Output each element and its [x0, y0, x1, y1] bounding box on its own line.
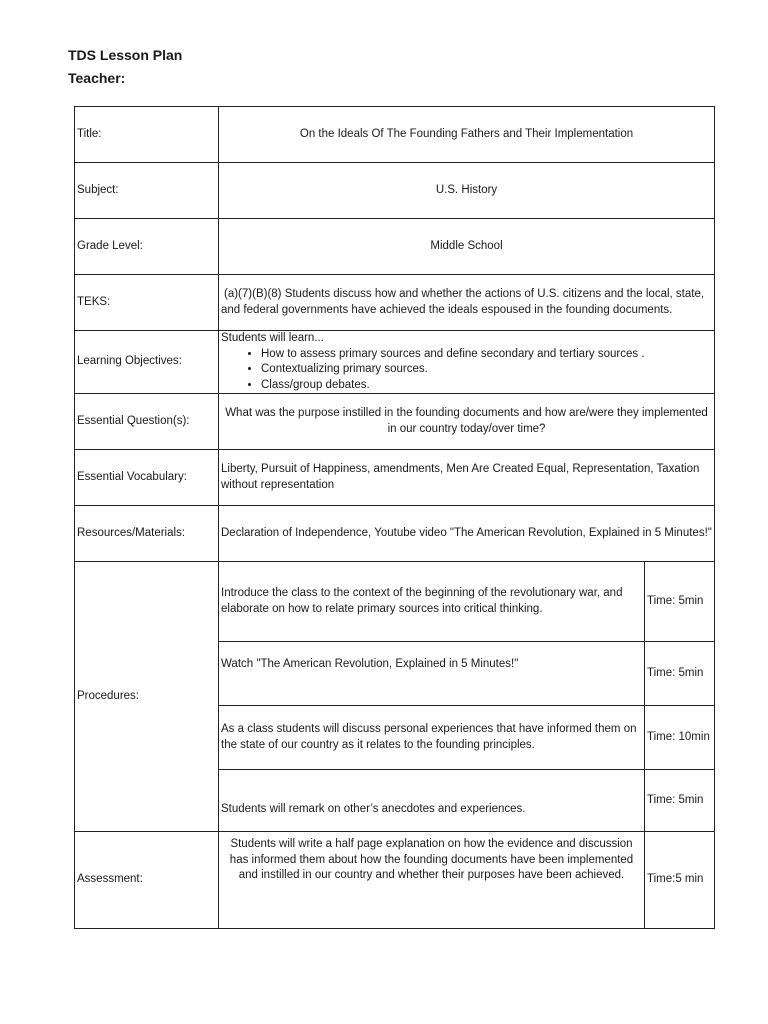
document-title: TDS Lesson Plan	[68, 47, 183, 63]
objectives-lead: Students will learn...	[221, 332, 324, 344]
question-value: What was the purpose instilled in the founding documents and how are/were they implemented in our country today/over time?	[219, 394, 715, 450]
procedure-step-time: Time: 5min	[645, 562, 715, 642]
subject-label: Subject:	[75, 163, 219, 219]
question-label: Essential Question(s):	[75, 394, 219, 450]
procedure-step-text: Students will remark on other’s anecdotes and experiences.	[219, 770, 645, 832]
grade-value: Middle School	[219, 219, 715, 275]
vocabulary-value: Liberty, Pursuit of Happiness, amendments, Men Are Created Equal, Representation, Taxation without representation	[219, 450, 715, 506]
resources-row	[75, 506, 715, 562]
teks-value: (a)(7)(B)(8) Students discuss how and whether the actions of U.S. citizens and the local, state, and federal governments have achieved the ideals espoused in the founding documents.	[219, 275, 715, 331]
teks-label: TEKS:	[75, 275, 219, 331]
procedure-step-text: As a class students will discuss personal experiences that have informed them on the state of our country as it relates to the founding principles.	[219, 706, 645, 770]
resources-value: Declaration of Independence, Youtube video "The American Revolution, Explained in 5 Minutes!"	[219, 506, 715, 562]
title-value: On the Ideals Of The Founding Fathers and Their Implementation	[219, 107, 715, 163]
lesson-plan-table	[74, 106, 715, 929]
subject-value: U.S. History	[219, 163, 715, 219]
assessment-row	[75, 832, 715, 929]
question-row	[75, 394, 715, 450]
objectives-label: Learning Objectives:	[75, 331, 219, 394]
objectives-row	[75, 331, 715, 394]
teks-row	[75, 275, 715, 331]
procedure-step-row	[75, 562, 715, 642]
resources-label: Resources/Materials:	[75, 506, 219, 562]
procedures-label: Procedures:	[75, 562, 219, 832]
grade-label: Grade Level:	[75, 219, 219, 275]
procedure-step-time: Time: 5min	[645, 642, 715, 706]
document-header	[68, 44, 182, 90]
vocabulary-row	[75, 450, 715, 506]
teacher-label: Teacher:	[68, 70, 126, 86]
assessment-time: Time:5 min	[645, 832, 715, 929]
grade-row	[75, 219, 715, 275]
procedure-step-text: Introduce the class to the context of the beginning of the revolutionary war, and elaborate on how to relate primary sources into critical thinking.	[219, 562, 645, 642]
assessment-label: Assessment:	[75, 832, 219, 929]
title-row	[75, 107, 715, 163]
objectives-list	[221, 347, 712, 394]
vocabulary-label: Essential Vocabulary:	[75, 450, 219, 506]
title-label: Title:	[75, 107, 219, 163]
list-item: • Contextualizing primary sources.	[261, 362, 712, 378]
assessment-value: Students will write a half page explanation on how the evidence and discussion has informed them about how the founding documents have been implemented and instilled in our country and whether their purposes have been achieved.	[219, 832, 645, 929]
procedure-step-time: Time: 5min	[645, 770, 715, 832]
procedure-step-time: Time: 10min	[645, 706, 715, 770]
list-item: • Class/group debates.	[261, 378, 712, 394]
objectives-value	[219, 331, 715, 394]
list-item: • How to assess primary sources and define secondary and tertiary sources .	[261, 347, 712, 363]
procedure-step-text: Watch "The American Revolution, Explained in 5 Minutes!"	[219, 642, 645, 706]
subject-row	[75, 163, 715, 219]
